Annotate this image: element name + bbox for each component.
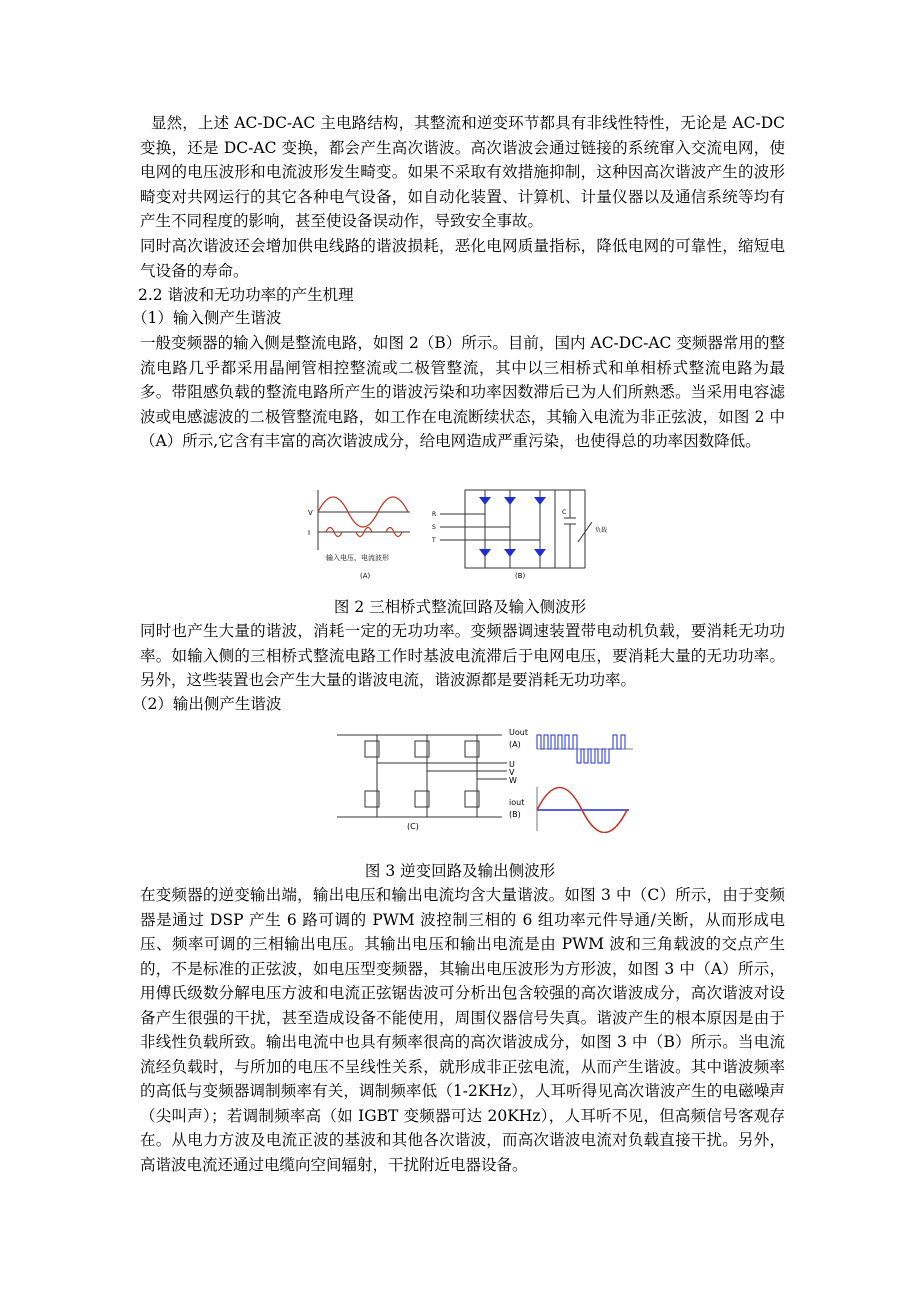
subheading-output-side: （2）输出侧产生谐波 [132,695,282,713]
label-uout: Uout [509,728,528,737]
section-heading: 2.2 谐波和无功功率的产生机理 [138,286,354,304]
wave-label: 输入电压、电流波形 [326,554,389,562]
paragraph-output-side: 在变频器的逆变输出端，输出电压和输出电流均含大量谐波。如图 3 中（C）所示，由于变频器是通过 DSP 产生 6 路可调的 PWM 波控制三相的 6 组功率元件导通/关断，从而形成电压、频率可调的三相输出电压。其输出电压和输出电流是由 PWM 波和三角载波的交点产生的，不是标准的正弦波，如电压型变频器，其输出电压波形为方形波，如图 3 中（A）所示，用傅氏级数分解电压方波和电流正弦锯齿波可分析出包含较强的高次谐波成分，高次谐波对设备产生很强的干扰，甚至造成设备不能使用，周围仪器信号失真。谐波产生的根本原因是由于非线性负载所致。输出电流中也具有频率很高的高次谐波成分，如图 3 中（B）所示。当电流流经负载时，与所加的电压不呈线性关系，就形成非正弦电流，从而产生谐波。其中谐波频率的高低与变频器调制频率有关，调制频率低（1-2KHz），人耳听得见高次谐波产生的电磁噪声（尖叫声）；若调制频率高（如 IGBT 变频器可达 20KHz），人耳听不见，但高频信号客观存在。从电力方波及电流正波的基波和其他各次谐波，而高次谐波电流对负载直接干扰。另外，高谐波电流还通过电缆向空间辐射，干扰附近电器设备。 [140,886,786,1174]
pwm-voltage-wave [509,728,633,763]
label-v: V [308,509,313,517]
figure-3-caption: 图 3 逆变回路及输出侧波形 [364,862,556,880]
paragraph-input-side: 一般变频器的输入侧是整流电路，如图 2（B）所示。目前，国内 AC-DC-AC 变频器常用的整流电路几乎都采用晶闸管相控整流或二极管整流，其中以三相桥式和单相桥式整流电路为最多。带阻感负载的整流电路所产生的谐波污染和功率因数滞后已为人们所熟悉。当采用电容滤波或电感滤波的二极管整流电路，如工作在电流断续状态，其输入电流为非正弦波，如图 2 中（A）所示,它含有丰富的高次谐波成分，给电网造成严重污染，也使得总的功率因数降低。 [140,334,785,450]
label-b: (B) [515,572,526,580]
figure-2-rectifier [300,482,630,586]
inverter-bridge-panel [337,735,507,817]
label-c: (C) [407,822,419,831]
label-iout: iout [509,798,525,807]
figure-2-diagram [300,482,630,586]
label-s: S [432,524,436,531]
diode-icon [504,549,516,557]
paragraph-harmonic-losses: 同时高次谐波还会增加供电线路的谐波损耗，恶化电网质量指标，降低电网的可靠性，缩短电气设备的寿命。 [140,237,785,280]
diode-icon [534,549,546,557]
figure-3-diagram [337,725,637,833]
rectifier-bridge-panel [440,490,592,568]
diode-icon [504,497,516,505]
label-i: I [308,529,311,537]
label-u: U [509,760,515,769]
label-w: W [509,776,517,785]
output-current-wave [509,787,629,833]
paragraph-harmonic-effects: 显然，上述 AC-DC-AC 主电路结构，其整流和逆变环节都具有非线性特性，无论是 AC-DC 变换，还是 DC-AC 变换，都会产生高次谐波。高次谐波会通过链接的系统窜入交流电网，使电网的电压波形和电流波形发生畸变。如果不采取有效措施抑制，这种因高次谐波产生的波形畸变对共网运行的其它各种电气设备，如自动化装置、计算机、计量仪器以及通信系统等均有产生不同程度的影响，甚至使设备误动作，导致安全事故。 [140,114,785,230]
figure-2-caption: 图 2 三相桥式整流回路及输入侧波形 [333,598,587,616]
label-r: R [432,511,437,518]
diode-icon [479,549,491,557]
label-b: (B) [509,810,521,819]
label-a: (A) [360,572,371,580]
paragraph-reactive-power: 同时也产生大量的谐波，消耗一定的无功功率。变频器调速装置带电动机负载，要消耗无功功率。如输入侧的三相桥式整流电路工作时基波电流滞后于电网电压，要消耗大量的无功功率。另外，这些装置也会产生大量的谐波电流，谐波源都是要消耗无功功率。 [140,622,785,689]
label-c: C [562,509,567,516]
figure-3-inverter [337,725,637,833]
label-a: (A) [509,740,521,749]
label-v: V [509,768,515,777]
label-t: T [432,537,436,544]
diode-icon [479,497,491,505]
load-label: 负载 [595,527,608,534]
diode-icon [534,497,546,505]
subheading-input-side: （1）输入侧产生谐波 [132,309,282,327]
input-waveform-panel [308,490,410,580]
